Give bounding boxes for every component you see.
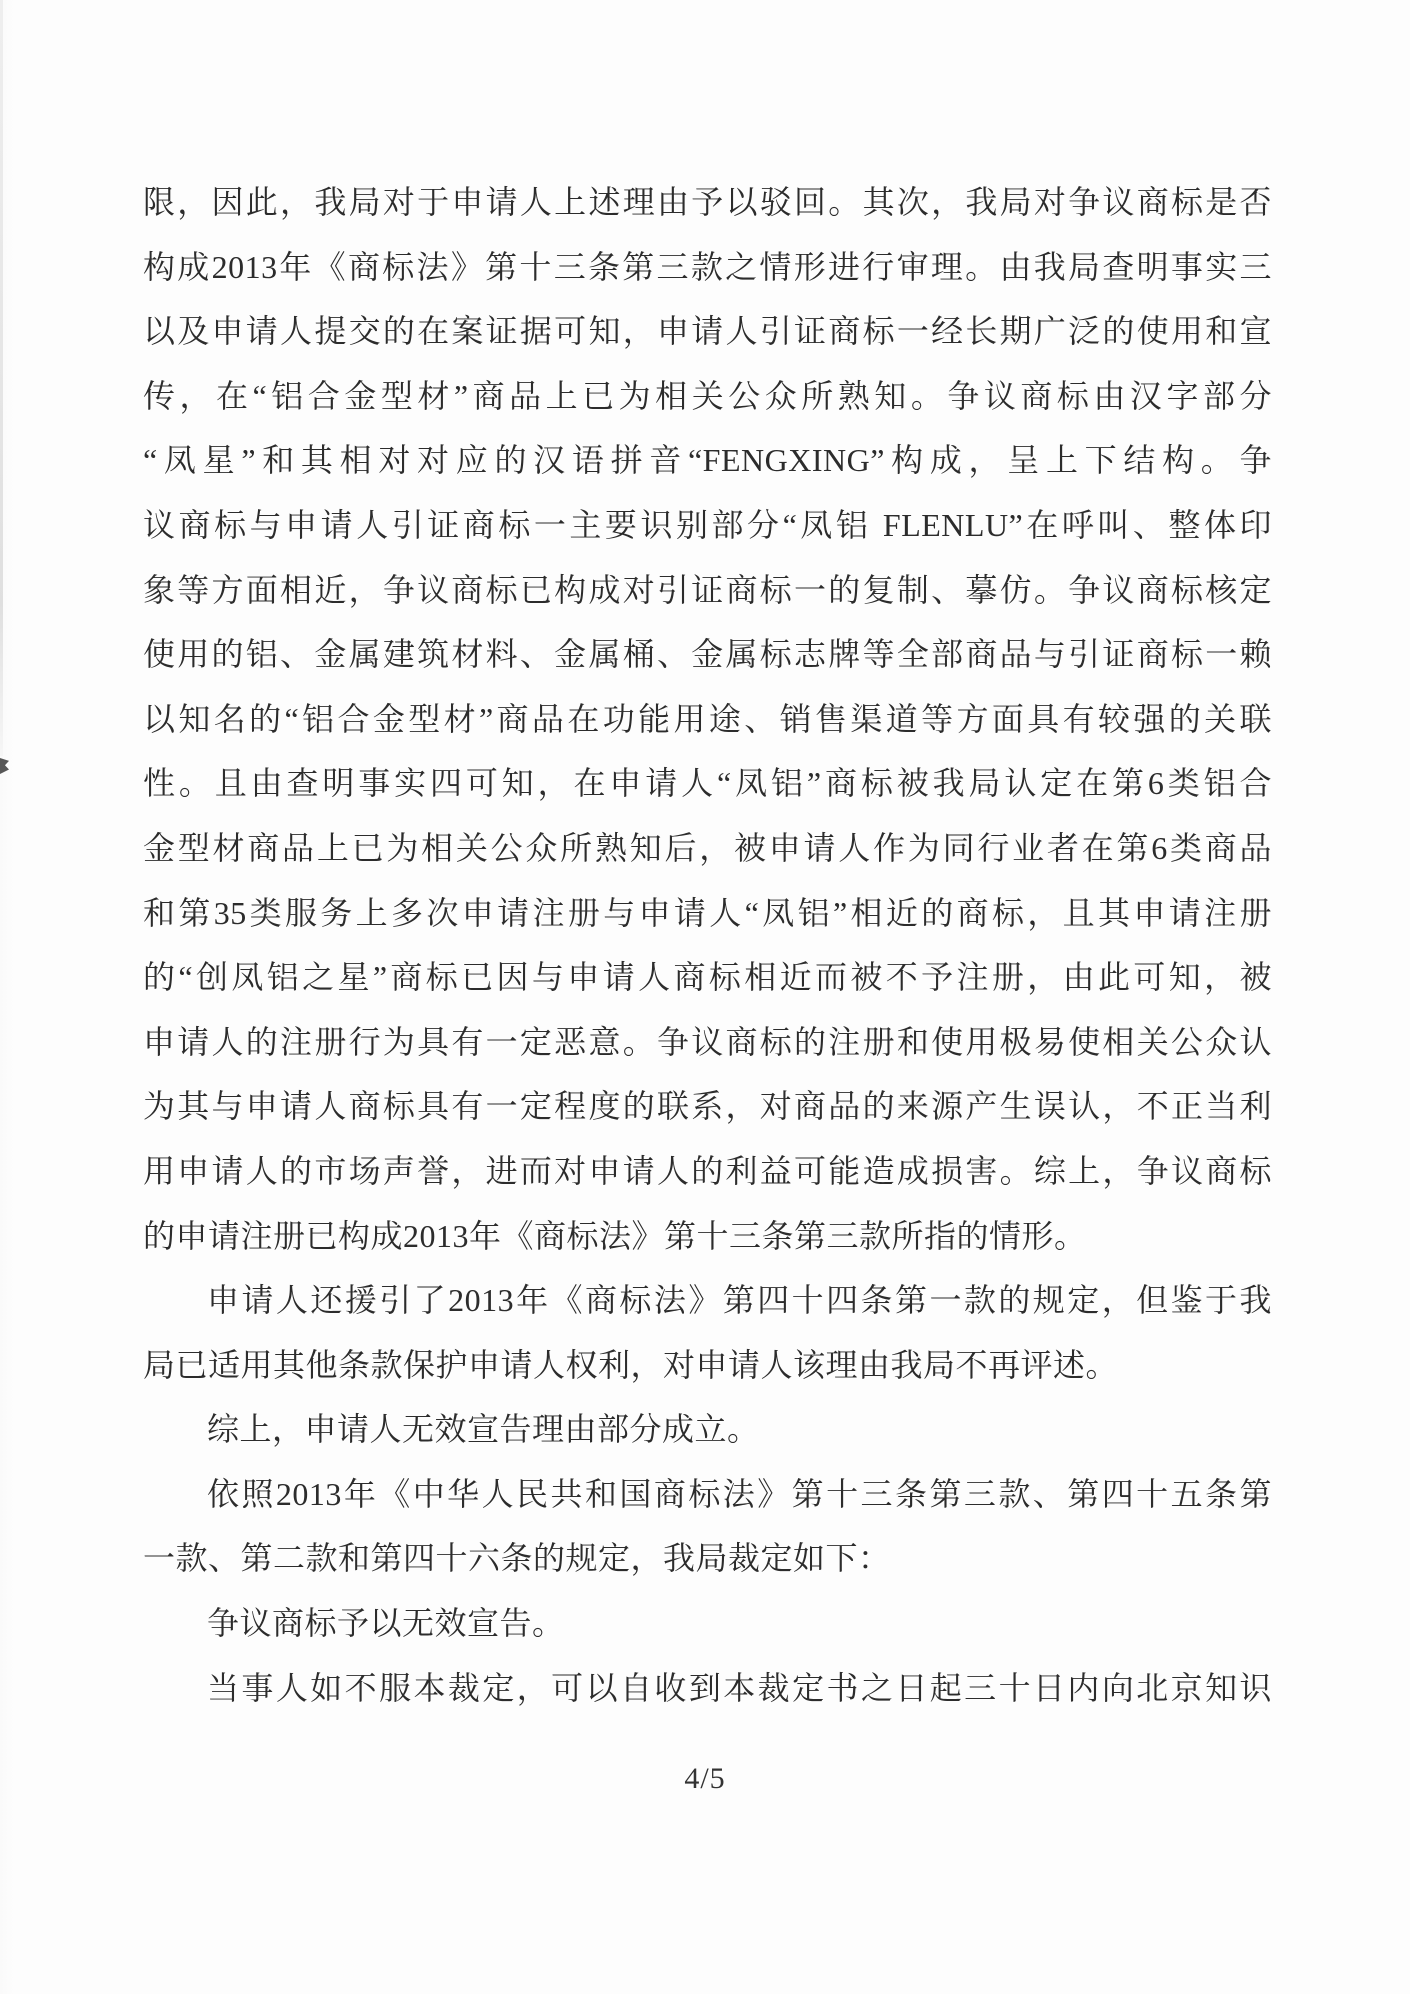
text-line: 局已适用其他条款保护申请人权利，对申请人该理由我局不再评述。 [143,1346,1119,1383]
text-line: 金型材商品上已为相关公众所熟知后，被申请人作为同行业者在第6类商品 [143,829,1272,866]
text-line: 以知名的“铝合金型材”商品在功能用途、销售渠道等方面具有较强的关联 [143,700,1272,737]
text-line: 申请人的注册行为具有一定恶意。争议商标的注册和使用极易使相关公众认 [143,1023,1272,1060]
text-line: 议商标与申请人引证商标一主要识别部分“凤铝 FLENLU”在呼叫、整体印 [143,506,1272,543]
text-line: 传，在“铝合金型材”商品上已为相关公众所熟知。争议商标由汉字部分 [143,377,1272,414]
text-line: 为其与申请人商标具有一定程度的联系，对商品的来源产生误认，不正当利 [143,1088,1272,1125]
text-line: 构成2013年《商标法》第十三条第三款之情形进行审理。由我局查明事实三 [143,248,1272,285]
text-line: 的申请注册已构成2013年《商标法》第十三条第三款所指的情形。 [143,1217,1087,1254]
text-line: 当事人如不服本裁定，可以自收到本裁定书之日起三十日内向北京知识 [207,1669,1272,1706]
scan-artifact-line [0,0,3,756]
text-line: 使用的铝、金属建筑材料、金属桶、金属标志牌等全部商品与引证商标一赖 [143,636,1272,673]
text-line: “凤星”和其相对对应的汉语拼音“FENGXING”构成，呈上下结构。争 [143,442,1272,479]
text-line: 依照2013年《中华人民共和国商标法》第十三条第三款、第四十五条第 [207,1475,1272,1512]
text-line: 象等方面相近，争议商标已构成对引证商标一的复制、摹仿。争议商标核定 [143,571,1272,608]
scan-artifact-mark [0,758,9,774]
text-line: 用申请人的市场声誉，进而对申请人的利益可能造成损害。综上，争议商标 [143,1152,1272,1189]
document-body-text [143,170,1272,1720]
text-line: 性。且由查明事实四可知，在申请人“凤铝”商标被我局认定在第6类铝合 [143,765,1272,802]
text-line: 争议商标予以无效宣告。 [207,1605,565,1642]
text-line: 申请人还援引了2013年《商标法》第四十四条第一款的规定，但鉴于我 [207,1282,1272,1319]
text-line: 的“创凤铝之星”商标已因与申请人商标相近而被不予注册，由此可知，被 [143,959,1272,996]
text-line: 以及申请人提交的在案证据可知，申请人引证商标一经长期广泛的使用和宣 [143,313,1272,350]
text-line: 限，因此，我局对于申请人上述理由予以驳回。其次，我局对争议商标是否 [143,184,1272,220]
text-line: 一款、第二款和第四十六条的规定，我局裁定如下： [143,1540,891,1577]
page-number: 4/5 [684,1762,726,1795]
text-line: 综上，申请人无效宣告理由部分成立。 [207,1411,760,1448]
text-line: 和第35类服务上多次申请注册与申请人“凤铝”相近的商标，且其申请注册 [143,894,1272,931]
